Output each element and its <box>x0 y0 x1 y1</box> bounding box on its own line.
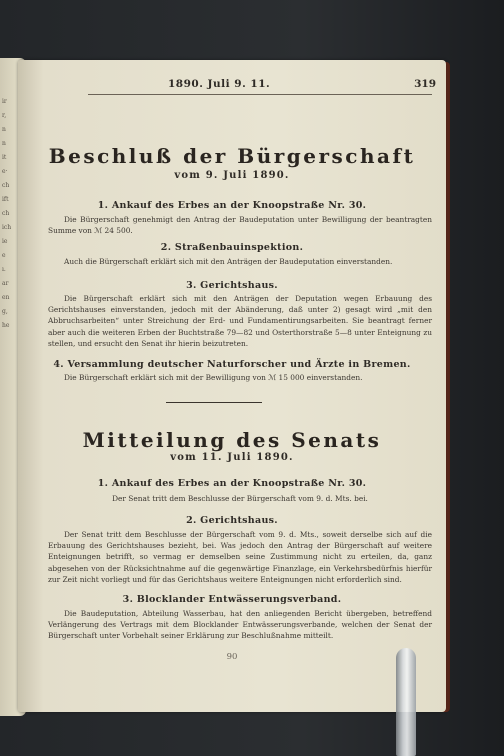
section2-item3-text: Die Baudeputation, Abteilung Wasserbau, hat den anliegenden Bericht übergeben, betreffend Verlängerung des Vertrags mit dem Blocklander Entwässerungsverbande, welchen der Senat der Bürgerschaft unter Vorbehalt seiner Erklärung zur Beschlußnahme mitteilt. <box>48 609 432 641</box>
section-divider <box>166 402 262 403</box>
facing-page-fragment: e· <box>2 168 8 175</box>
section2-date: vom 11. Juli 1890. <box>170 452 294 463</box>
header-rule <box>88 94 432 95</box>
facing-page-fragment: en <box>2 294 10 301</box>
section1-item1-heading: 1. Ankauf des Erbes an der Knoopstraße Nr. 30. <box>97 200 367 211</box>
header-page-number: 319 <box>414 78 436 90</box>
running-header <box>18 78 446 92</box>
facing-page-fragment: ir <box>2 98 7 105</box>
facing-page-fragment: ich <box>2 224 12 231</box>
section1-item4-heading: 4. Versammlung deutscher Naturforscher und Ärzte in Bremen. <box>53 359 411 370</box>
facing-page-fragment: ch <box>2 210 10 217</box>
section2-item1-heading: 1. Ankauf des Erbes an der Knoopstraße Nr. 30. <box>97 478 367 489</box>
facing-page-fragment: r, <box>2 112 7 119</box>
section2-item2-text: Der Senat tritt dem Beschlusse der Bürgerschaft vom 9. d. Mts., soweit derselbe sich auf die Erbauung des Gerichtshauses bezieht, bei. Was jedoch den Antrag der Bürgerschaft auf weitere Enteignungen betrifft, so vermag er demselben seine Zustimmung nicht zu erteilen, da, ganz abgesehen von der Rücksichtnahme auf die gegenwärtige Finanzlage, ein Verkehrsbedürfnis hierfür zur Zeit nicht vorliegt und für das Gerichtshaus weitere Enteignungen nicht erforderlich sind. <box>48 530 432 584</box>
facing-page-fragment: he <box>2 322 10 329</box>
section2-item1-text: Der Senat tritt dem Beschlusse der Bürgerschaft vom 9. d. Mts. bei. <box>112 494 368 503</box>
facing-page-fragment: it <box>2 154 7 161</box>
section2-item2-heading: 2. Gerichtshaus. <box>186 515 278 526</box>
section1-item3-heading: 3. Gerichtshaus. <box>186 280 278 291</box>
facing-page-fragment: n <box>2 140 6 147</box>
section1-item4-text: Die Bürgerschaft erklärt sich mit der Bewilligung von ℳ 15 000 einverstanden. <box>64 373 363 382</box>
facing-page-fragment: n <box>2 126 6 133</box>
facing-page-fragment: g, <box>2 308 8 315</box>
section1-date: vom 9. Juli 1890. <box>174 170 290 181</box>
page-footer-number: 90 <box>226 652 238 662</box>
facing-page-fragment: e <box>2 252 6 259</box>
section2-title: Mitteilung des Senats <box>82 428 382 452</box>
facing-page-fragment: ı. <box>2 266 6 273</box>
section1-item3-text: Die Bürgerschaft erklärt sich mit den Anträgen der Deputation wegen Erbauung des Gerichtshauses einverstanden, jedoch mit der Abänderung, daß unter 2) gesagt wird „mit den Abbruchsarbeiten“ unter Streichung der Erd- und Fundamentirungsarbeiten. Sie beantragt ferner aber auch die weiteren Erben der Buchtstraße 79—82 und Osterthorstraße 5—8 unter Enteignung zu stellen, und ersucht den Senat ihr hierin beizutreten. <box>48 294 432 348</box>
section1-item2-heading: 2. Straßenbauinspektion. <box>160 242 304 253</box>
facing-page-fragment: ar <box>2 280 9 287</box>
facing-page-fragment: ift <box>2 196 9 203</box>
facing-page-fragment: ie <box>2 238 8 245</box>
section1-item1-text: Die Bürgerschaft genehmigt den Antrag der Baudeputation unter Bewilligung der beantragten Summe von ℳ 24 500. <box>48 215 432 236</box>
section1-item2-text: Auch die Bürgerschaft erklärt sich mit den Anträgen der Baudeputation einverstanden. <box>64 257 393 266</box>
header-date: 1890. Juli 9. 11. <box>168 78 271 90</box>
section1-title: Beschluß der Bürgerschaft <box>48 144 416 168</box>
section2-item3-heading: 3. Blocklander Entwässerungsverband. <box>122 594 342 605</box>
binder-clip <box>396 648 416 756</box>
document-page <box>18 60 446 712</box>
facing-page-fragment: ch <box>2 182 10 189</box>
